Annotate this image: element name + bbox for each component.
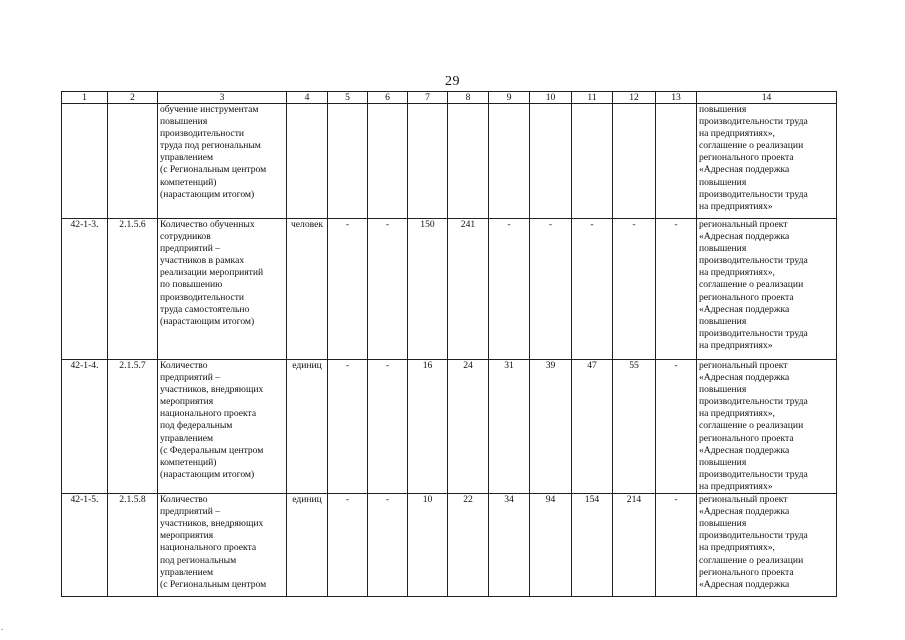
indicator-code: 2.1.5.7 xyxy=(108,360,158,494)
table-row xyxy=(62,219,837,360)
value-cell xyxy=(530,104,572,219)
header-row xyxy=(62,92,837,104)
table-row xyxy=(62,104,837,219)
indicator-name: Количество предприятий – участников, внедряющих мероприятия национального проекта под федеральным управлением (с Федеральным центром компетенций) (нарастающим итогом) xyxy=(158,360,287,494)
value-cell: 55 xyxy=(613,360,656,494)
indicator-code: 2.1.5.6 xyxy=(108,219,158,360)
unit-cell: единиц xyxy=(287,360,328,494)
column-header: 1 xyxy=(62,92,108,104)
row-number: 42-1-3. xyxy=(62,219,108,360)
column-header: 7 xyxy=(408,92,448,104)
value-cell: - xyxy=(328,360,368,494)
value-cell: - xyxy=(656,360,697,494)
value-cell: 31 xyxy=(489,360,530,494)
value-cell: - xyxy=(656,494,697,597)
column-header: 11 xyxy=(572,92,613,104)
column-header: 13 xyxy=(656,92,697,104)
column-header: 10 xyxy=(530,92,572,104)
column-header: 14 xyxy=(697,92,837,104)
page-number: 29 xyxy=(445,74,460,89)
value-cell: 39 xyxy=(530,360,572,494)
value-cell xyxy=(572,104,613,219)
source-cell: повышения производительности труда на предприятиях», соглашение о реализации регионального проекта «Адресная поддержка повышения производительности труда на предприятиях» xyxy=(697,104,837,219)
unit-cell: человек xyxy=(287,219,328,360)
table-row xyxy=(62,360,837,494)
value-cell: - xyxy=(530,219,572,360)
value-cell: 22 xyxy=(448,494,489,597)
indicator-name: обучение инструментам повышения производительности труда под региональным управлением (с Региональным центром компетенций) (нарастающим итогом) xyxy=(158,104,287,219)
value-cell xyxy=(489,104,530,219)
table-row xyxy=(62,494,837,597)
source-cell: региональный проект «Адресная поддержка повышения производительности труда на предприятиях», соглашение о реализации регионального проекта «Адресная поддержка повышения производительности труда на предприятиях» xyxy=(697,219,837,360)
row-number: 42-1-5. xyxy=(62,494,108,597)
value-cell: 154 xyxy=(572,494,613,597)
column-header: 4 xyxy=(287,92,328,104)
value-cell: - xyxy=(572,219,613,360)
indicator-table xyxy=(61,91,837,597)
value-cell xyxy=(613,104,656,219)
value-cell: 47 xyxy=(572,360,613,494)
value-cell xyxy=(408,104,448,219)
indicator-name: Количество обученных сотрудников предприятий – участников в рамках реализации мероприятий по повышению производительности труда самостоятельно (нарастающим итогом) xyxy=(158,219,287,360)
unit-cell xyxy=(287,104,328,219)
value-cell: - xyxy=(368,494,408,597)
source-cell: региональный проект «Адресная поддержка повышения производительности труда на предприятиях», соглашение о реализации регионального проекта «Адресная поддержка повышения производительности труда на предприятиях» xyxy=(697,360,837,494)
column-header: 12 xyxy=(613,92,656,104)
unit-cell: единиц xyxy=(287,494,328,597)
column-header: 3 xyxy=(158,92,287,104)
value-cell xyxy=(328,104,368,219)
source-cell: региональный проект «Адресная поддержка повышения производительности труда на предприятиях», соглашение о реализации регионального проекта «Адресная поддержка xyxy=(697,494,837,597)
value-cell: 10 xyxy=(408,494,448,597)
value-cell: 241 xyxy=(448,219,489,360)
column-header: 2 xyxy=(108,92,158,104)
value-cell: - xyxy=(368,360,408,494)
column-header: 6 xyxy=(368,92,408,104)
value-cell: 94 xyxy=(530,494,572,597)
column-header: 8 xyxy=(448,92,489,104)
column-header: 9 xyxy=(489,92,530,104)
row-number: 42-1-4. xyxy=(62,360,108,494)
value-cell: 214 xyxy=(613,494,656,597)
indicator-name: Количество предприятий – участников, внедряющих мероприятия национального проекта под региональным управлением (с Региональным центром xyxy=(158,494,287,597)
value-cell: 24 xyxy=(448,360,489,494)
margin-mark: . xyxy=(1,622,4,632)
value-cell: - xyxy=(328,219,368,360)
value-cell: - xyxy=(613,219,656,360)
value-cell: 34 xyxy=(489,494,530,597)
indicator-code xyxy=(108,104,158,219)
value-cell: - xyxy=(656,219,697,360)
value-cell xyxy=(656,104,697,219)
value-cell: - xyxy=(328,494,368,597)
value-cell: 16 xyxy=(408,360,448,494)
value-cell: - xyxy=(489,219,530,360)
indicator-code: 2.1.5.8 xyxy=(108,494,158,597)
value-cell: 150 xyxy=(408,219,448,360)
column-header: 5 xyxy=(328,92,368,104)
value-cell: - xyxy=(368,219,408,360)
value-cell xyxy=(448,104,489,219)
row-number xyxy=(62,104,108,219)
value-cell xyxy=(368,104,408,219)
